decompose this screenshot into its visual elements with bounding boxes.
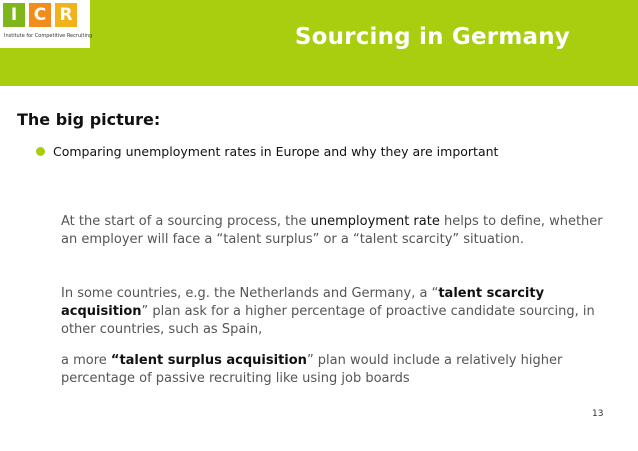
header-bar — [0, 0, 638, 86]
logo-letter-c: C — [29, 3, 51, 27]
bullet-text: Comparing unemployment rates in Europe and why they are important — [53, 144, 499, 159]
p3-text-after: ” plan would include a relatively higher percentage of passive recruiting like using job boards — [61, 353, 563, 386]
p3-highlight: “talent surplus acquisition — [110, 353, 307, 368]
logo-letter-r: R — [55, 3, 77, 27]
paragraph-talent-scarcity — [61, 285, 606, 339]
paragraph-unemployment-rate — [61, 213, 606, 249]
p1-text-before: At the start of a sourcing process, the — [61, 214, 311, 229]
slide-title: Sourcing in Germany — [294, 24, 570, 50]
p3-text-before: a more — [61, 353, 111, 368]
section-heading: The big picture: — [17, 110, 161, 129]
p2-highlight: talent scarcity acquisition — [61, 286, 545, 319]
p1-text-after: helps to define, whether an employer will face a “talent surplus” or a “talent scarcity” situation. — [61, 214, 603, 247]
bullet-item — [36, 144, 498, 159]
p2-text-before: In some countries, e.g. the Netherlands and Germany, a “ — [61, 286, 439, 301]
p2-text-after: ” plan ask for a higher percentage of proactive candidate sourcing, in other countries, such as Spain, — [61, 304, 595, 337]
p1-highlight: unemployment rate — [310, 214, 440, 229]
logo-letter-i: I — [3, 3, 25, 27]
logo-tagline: Institute for Competitive Recruiting — [4, 33, 93, 39]
bullet-dot-icon — [36, 147, 45, 156]
paragraph-talent-surplus — [61, 352, 606, 388]
page-number: 13 — [592, 409, 604, 419]
